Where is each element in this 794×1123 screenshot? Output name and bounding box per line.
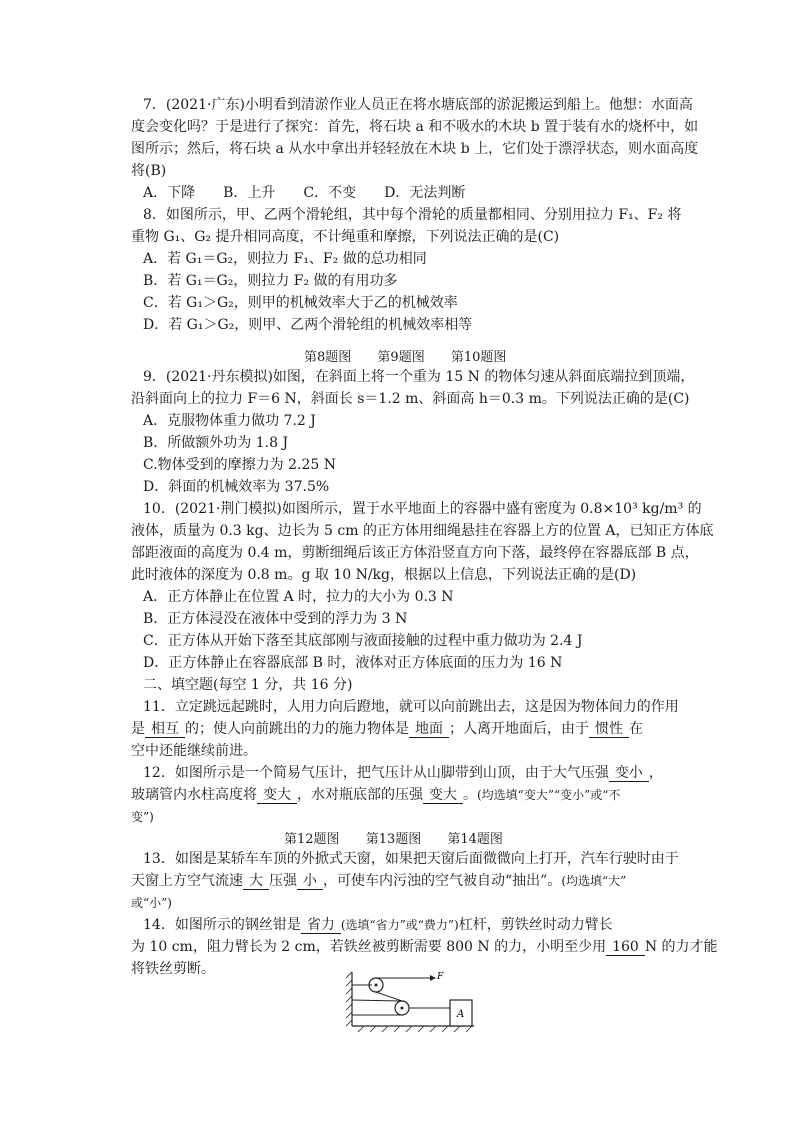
q9-option-b: B．所做额外功为 1.8 J xyxy=(143,435,289,451)
caption-fig12: 第12题图 xyxy=(284,832,340,847)
figure-captions-row1 xyxy=(304,346,528,365)
pulley-diagram xyxy=(346,970,476,1032)
q13-answer-2: 小 xyxy=(297,873,323,890)
movable-pulley-axle xyxy=(401,1007,404,1010)
q9-line2: 沿斜面向上的拉力 F＝6 N，斜面长 s＝1.2 m、斜面高 h＝0.3 m。下列说法正确的是(C) xyxy=(131,391,690,407)
q13-line2 xyxy=(131,870,626,892)
q13-note-2: 或“小”) xyxy=(131,896,172,910)
floor-hatching xyxy=(358,1026,472,1032)
force-label: F xyxy=(437,972,444,982)
q12-text-e: 。 xyxy=(463,787,477,803)
q12-answer-3: 变大 xyxy=(423,787,463,804)
caption-fig10: 第10题图 xyxy=(450,350,507,365)
q14-line2 xyxy=(131,936,718,958)
caption-fig8: 第8题图 xyxy=(304,350,352,365)
caption-fig14: 第14题图 xyxy=(447,832,503,847)
q7-line4: 将(B) xyxy=(131,163,167,179)
q12-line1 xyxy=(143,762,663,784)
q14-answer-1: 省力 xyxy=(301,917,341,934)
caption-fig9: 第9题图 xyxy=(377,350,425,365)
q12-answer-2: 变大 xyxy=(257,787,297,804)
q11-text-c: ；人离开地面后，由于 xyxy=(449,721,589,737)
q11-text-d: 在 xyxy=(629,721,643,737)
q10-option-b: B．正方体浸没在液体中受到的浮力为 3 N xyxy=(143,611,408,627)
q13-text-c: ，可使车内污浊的空气被自动“抽出”。 xyxy=(323,873,562,889)
q12-line2 xyxy=(131,784,620,806)
q12-text-d: ，水对瓶底部的压强 xyxy=(297,787,423,803)
q11-line1: 11．立定跳远起跳时，人用力向后蹬地，就可以向前跳出去，这是因为物体间力的作用 xyxy=(143,699,679,715)
q8-line2: 重物 G₁、G₂ 提升相同高度，不计绳重和摩擦，下列说法正确的是(C) xyxy=(131,229,560,245)
wall-hatching xyxy=(346,972,352,1026)
q8-option-a: A．若 G₁＝G₂，则拉力 F₁、F₂ 做的总功相同 xyxy=(143,251,427,267)
q11-answer-3: 惯性 xyxy=(589,721,629,738)
q10-line1: 10．(2021·荆门模拟)如图所示，置于水平地面上的容器中盛有密度为 0.8×10³ kg/m³ 的 xyxy=(143,501,702,517)
q12-note-2: 变”) xyxy=(131,810,154,824)
q11-text-b: 的；使人向前跳出的力的施力物体是 xyxy=(185,721,409,737)
force-arrow-head xyxy=(430,975,436,981)
block-label: A xyxy=(457,1009,465,1020)
q10-option-d: D．正方体静止在容器底部 B 时，液体对正方体底面的压力为 16 N xyxy=(143,655,563,671)
q10-line2: 液体，质量为 0.3 kg、边长为 5 cm 的正方体用细绳悬挂在容器上方的位置 A，已知正方体底 xyxy=(131,523,714,539)
q11-line3: 空中还能继续前进。 xyxy=(131,743,257,759)
q12-note-1: (均选填“变大”“变小”或“不 xyxy=(477,788,621,802)
q13-line1: 13．如图是某轿车车顶的外掀式天窗，如果把天窗后面微微向上打开，汽车行驶时由于 xyxy=(143,851,679,867)
q14-text-a: 14．如图所示的钢丝钳是 xyxy=(143,917,301,933)
q9-option-d: D．斜面的机械效率为 37.5% xyxy=(143,479,330,495)
q14-note: (选填“省力”或“费力”) xyxy=(340,918,459,932)
q7-options: A．下降 B．上升 C．不变 D．无法判断 xyxy=(143,185,466,201)
q11-text-a: 是 xyxy=(131,721,145,737)
q7-line2: 度会变化吗？于是进行了探究：首先，将石块 a 和不吸水的木块 b 置于装有水的烧杯中，如 xyxy=(131,119,699,135)
section-fill-in-heading: 二、填空题(每空 1 分，共 16 分) xyxy=(143,677,353,693)
q7-line3: 图所示；然后，将石块 a 从水中拿出并轻轻放在木块 b 上，它们处于漂浮状态，则水面高度 xyxy=(131,141,699,157)
q14-line3: 将铁丝剪断。 xyxy=(131,961,215,977)
q14-text-b: 杠杆，剪铁丝时动力臂长 xyxy=(458,917,613,933)
q10-option-a: A．正方体静止在位置 A 时，拉力的大小为 0.3 N xyxy=(143,589,454,605)
q11-answer-2: 地面 xyxy=(409,721,449,738)
q11-answer-1: 相互 xyxy=(145,721,185,738)
q8-option-c: C．若 G₁＞G₂，则甲的机械效率大于乙的机械效率 xyxy=(143,295,458,311)
q13-text-b: 压强 xyxy=(269,873,297,889)
q9-line1: 9．(2021·丹东模拟)如图，在斜面上将一个重为 15 N 的物体匀速从斜面底端拉到顶端， xyxy=(143,369,695,385)
q12-text-c: 玻璃管内水柱高度将 xyxy=(131,787,257,803)
q13-answer-1: 大 xyxy=(243,873,269,890)
fixed-pulley-axle xyxy=(375,984,378,987)
q12-answer-1: 变小 xyxy=(609,765,649,782)
q8-option-b: B．若 G₁＝G₂，则拉力 F₂ 做的有用功多 xyxy=(143,273,398,289)
q8-option-d: D．若 G₁＞G₂，则甲、乙两个滑轮组的机械效率相等 xyxy=(143,317,473,333)
q9-option-a: A．克服物体重力做功 7.2 J xyxy=(143,413,316,429)
q10-line4: 此时液体的深度为 0.8 m。g 取 10 N/kg，根据以上信息，下列说法正确的是(D) xyxy=(131,567,637,583)
q8-line1: 8．如图所示，甲、乙两个滑轮组，其中每个滑轮的质量都相同、分别用拉力 F₁、F₂ 将 xyxy=(143,207,682,223)
q10-option-c: C．正方体从开始下落至其底部刚与液面接触的过程中重力做功为 2.4 J xyxy=(143,633,583,649)
q9-option-c: C.物体受到的摩擦力为 2.25 N xyxy=(143,457,336,473)
q12-text-b: ， xyxy=(648,765,663,781)
figure-captions-row2 xyxy=(284,828,525,847)
q11-line2 xyxy=(131,718,643,740)
q12-text-a: 12．如图所示是一个简易气压计，把气压计从山脚带到山顶，由于大气压强 xyxy=(143,765,609,781)
q14-line1 xyxy=(143,914,613,936)
caption-fig13: 第13题图 xyxy=(365,832,422,847)
q7-line1: 7．(2021·广东)小明看到清淤作业人员正在将水塘底部的淤泥搬运到船上。他想：水面高 xyxy=(143,97,693,113)
q13-note-1: (均选填“大” xyxy=(561,874,627,888)
q14-text-c: 为 10 cm，阻力臂长为 2 cm，若铁丝被剪断需要 800 N 的力，小明至少用 xyxy=(131,939,607,955)
q14-answer-2: 160 xyxy=(606,939,645,956)
ropes xyxy=(352,978,450,1015)
q10-line3: 部距液面的高度为 0.4 m，剪断细绳后该正方体沿竖直方向下落，最终停在容器底部 B 点， xyxy=(131,545,699,561)
q13-text-a: 天窗上方空气流速 xyxy=(131,873,243,889)
q14-text-d: N 的力才能 xyxy=(644,939,718,955)
